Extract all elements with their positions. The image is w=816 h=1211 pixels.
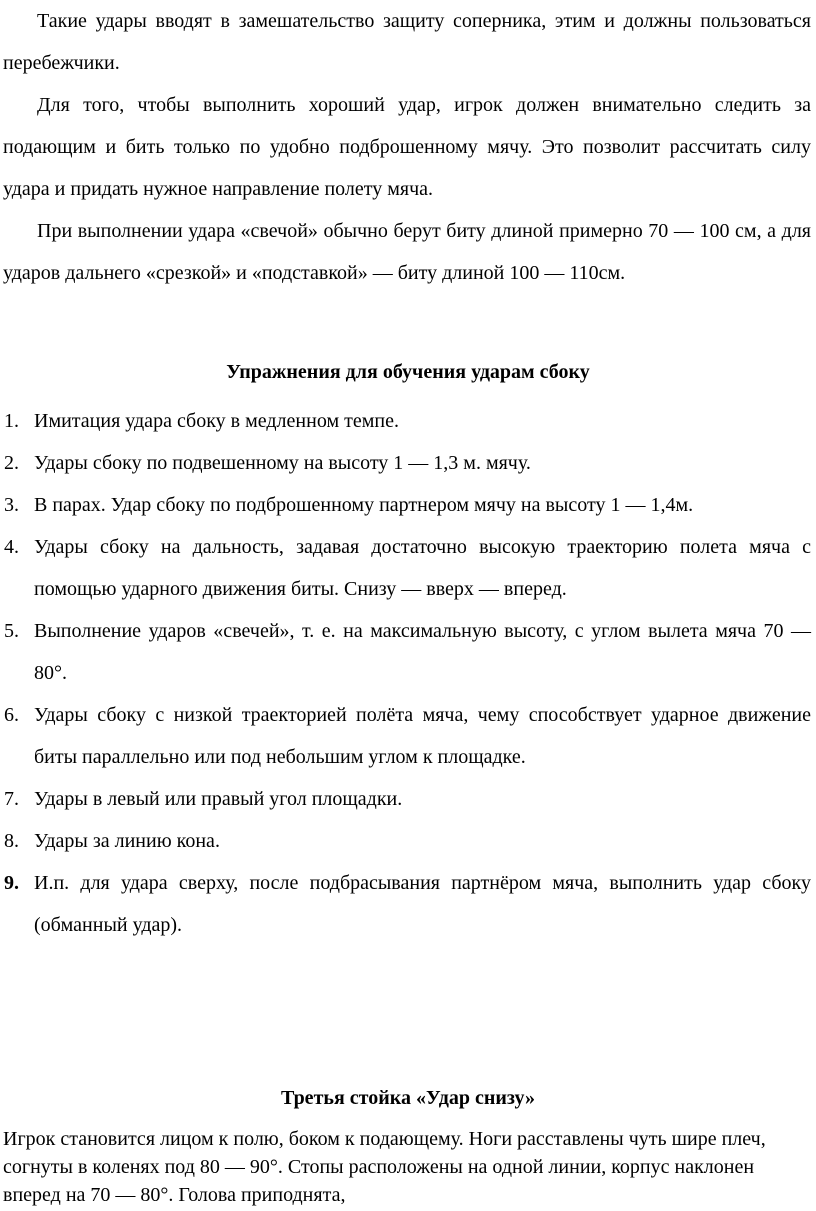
list-item: [0, 526, 816, 610]
list-item-number: 2.: [4, 452, 19, 474]
list-item-text: В парах. Удар сбоку по подброшенному партнером мячу на высоту 1 — 1,4м.: [34, 494, 694, 516]
list-item-text: Удары за линию кона.: [34, 830, 220, 852]
list-item-text: Удары сбоку на дальность, задавая достаточно высокую траекторию полета мяча с помощью ударного движения биты. Снизу — вверх — вперед.: [34, 536, 811, 600]
exercise-list: [0, 400, 816, 946]
list-item: [0, 610, 816, 694]
list-item: [0, 820, 816, 862]
list-item-number: 6.: [4, 704, 19, 726]
section-heading-underhand-stance: Третья стойка «Удар снизу»: [280, 1087, 535, 1109]
list-item-number: 7.: [4, 788, 19, 810]
paragraph-stance-description: Игрок становится лицом к полю, боком к подающему. Ноги расставлены чуть шире плеч, согнуты в коленях под 80 — 90°. Стопы расположены на одной линии, корпус наклонен вперед на 70 — 80°. Голова приподнята,: [3, 1128, 766, 1206]
list-item: [0, 862, 816, 946]
list-item: [0, 484, 816, 526]
list-item-text: Выполнение ударов «свечей», т. е. на максимальную высоту, с углом вылета мяча 70 — 80°.: [34, 620, 811, 684]
list-item-text: Удары в левый или правый угол площадки.: [34, 788, 403, 810]
list-item-text: Удары сбоку по подвешенному на высоту 1 — 1,3 м. мячу.: [34, 452, 531, 474]
section-heading-side-strike: Упражнения для обучения ударам сбоку: [226, 361, 590, 383]
list-item-text: Имитация удара сбоку в медленном темпе.: [34, 410, 399, 432]
list-item-number: 9.: [4, 872, 19, 894]
list-item: [0, 694, 816, 778]
list-item: [0, 400, 816, 442]
list-item-number: 8.: [4, 830, 19, 852]
list-item-number: 4.: [4, 536, 19, 558]
list-item-number: 3.: [4, 494, 19, 516]
list-item-text: И.п. для удара сверху, после подбрасывания партнёром мяча, выполнить удар сбоку (обманный удар).: [34, 872, 811, 936]
paragraph-bat-length: При выполнении удара «свечой» обычно берут биту длиной примерно 70 — 100 см, а для ударов дальнего «срезкой» и «подставкой» — биту длиной 100 — 110см.: [3, 220, 811, 284]
list-item-text: Удары сбоку с низкой траекторией полёта мяча, чему способствует ударное движение биты параллельно или под небольшим углом к площадке.: [34, 704, 811, 768]
list-item: [0, 442, 816, 484]
list-item-number: 1.: [4, 410, 19, 432]
list-item: [0, 778, 816, 820]
list-item-number: 5.: [4, 620, 19, 642]
paragraph-intro: Такие удары вводят в замешательство защиту соперника, этим и должны пользоваться перебежчики.: [3, 10, 811, 74]
paragraph-technique: Для того, чтобы выполнить хороший удар, игрок должен внимательно следить за подающим и бить только по удобно подброшенному мячу. Это позволит рассчитать силу удара и придать нужное направление полету мяча.: [3, 94, 811, 200]
